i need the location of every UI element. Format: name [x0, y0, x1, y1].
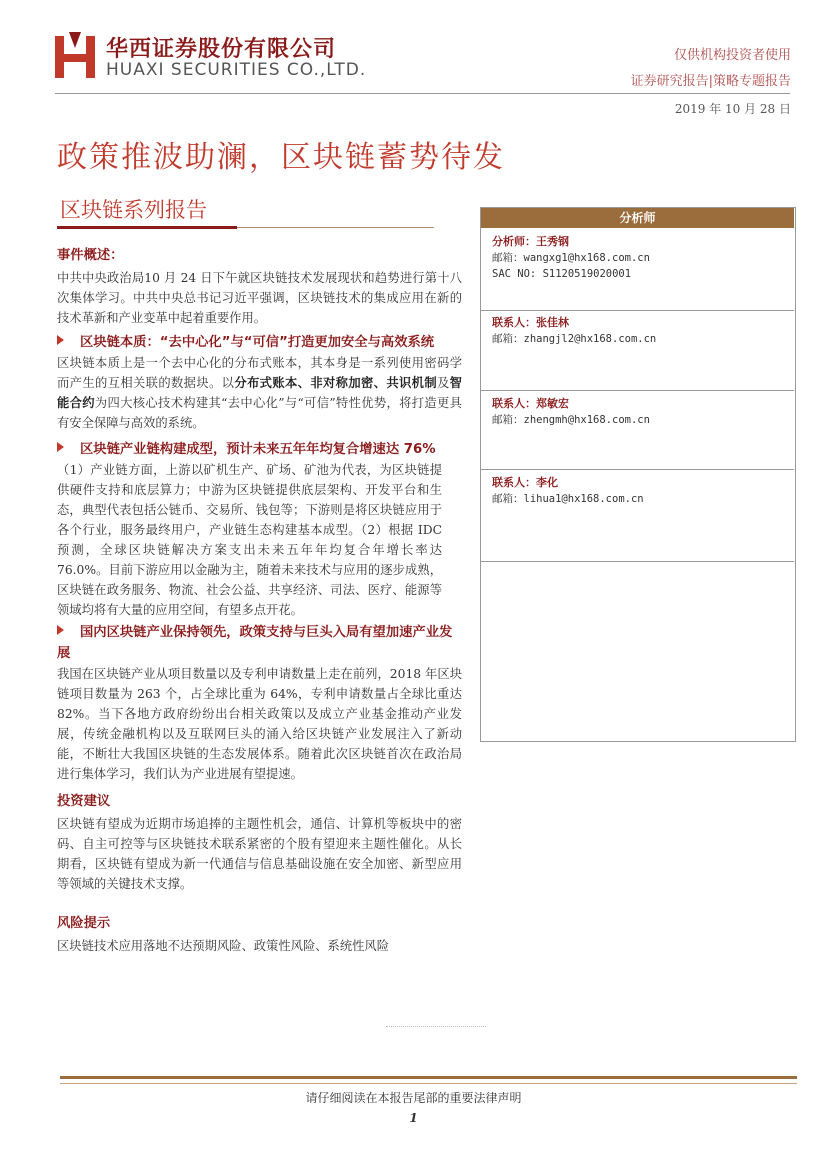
investment-text: 区块链有望成为近期市场追捧的主题性机会，通信、计算机等板块中的密码、自主可控等与区块链技术联系紧密的个股有望迎来主题性催化。从长期看，区块链有望成为新一代通信与信息基础设施在安全加密、新型应用等领域的关键技术支撑。: [57, 817, 462, 891]
dotted-divider: [386, 1026, 486, 1027]
footer-divider: [60, 1076, 797, 1079]
analyst-divider: [481, 310, 794, 311]
bullet-heading: [57, 332, 462, 353]
contact-email[interactable]: 邮箱：lihua1@hx168.com.cn: [492, 493, 644, 505]
essence-text-part: 及: [436, 376, 450, 390]
page-number: 1: [409, 1111, 418, 1125]
series-underline-thin: [237, 227, 434, 228]
header-divider: [55, 93, 790, 94]
series-underline: [57, 226, 237, 229]
legal-notice: 请仔细阅读在本报告尾部的重要法律声明: [305, 1091, 522, 1105]
bullet-heading-text: 区块链产业链构建成型，预计未来五年年均复合增速达 76%: [80, 442, 436, 457]
bullet-heading-text: 区块链本质：“去中心化”与“可信”打造更加安全与高效系统: [80, 335, 435, 350]
report-type: 证券研究报告|策略专题报告: [630, 74, 791, 89]
analyst-name: 分析师：王秀钢: [492, 235, 569, 248]
analyst-box-header: 分析师: [481, 208, 794, 228]
analyst-divider: [481, 469, 794, 470]
essence-text-part: 区块链本质上是一个去中心化的分布式账本，其本身是一系列使用密码学而产生的互相关联的数据块。以: [57, 356, 462, 390]
risk-heading: 风险提示: [57, 916, 111, 931]
overview-heading: 事件概述：: [57, 248, 124, 263]
contact-entry: [492, 396, 650, 428]
essence-text: [57, 353, 462, 433]
analyst-email[interactable]: 邮箱：wangxg1@hx168.com.cn: [492, 252, 650, 264]
summary-column: [57, 244, 462, 956]
triangle-bullet-icon: [57, 442, 64, 452]
triangle-bullet-icon: [57, 625, 64, 635]
company-name-en: HUAXI SECURITIES CO.,LTD.: [106, 60, 367, 80]
contact-name: 联系人：郑敏宏: [492, 397, 569, 410]
report-title: 政策推波助澜，区块链蓄势待发: [57, 140, 505, 175]
bullet-heading-text: 国内区块链产业保持领先，政策支持与巨头入局有望加速产业发展: [57, 625, 453, 661]
triangle-bullet-icon: [57, 335, 64, 345]
overview-text: 中共中央政治局10 月 24 日下午就区块链技术发展现状和趋势进行第十八次集体学习。中共中央总书记习近平强调，区块链技术的集成应用在新的技术革新和产业变革中起着重要作用。: [57, 271, 462, 325]
report-date: 2019 年 10 月 28 日: [674, 102, 791, 116]
contact-email[interactable]: 邮箱：zhangjl2@hx168.com.cn: [492, 333, 657, 345]
bullet-heading: [57, 439, 462, 460]
essence-strong-part: 分布式账本、非对称加密、共识机制: [234, 375, 437, 390]
analyst-divider: [481, 390, 794, 391]
contact-name: 联系人：李化: [492, 476, 558, 489]
bullet-heading: [57, 622, 462, 664]
contact-entry: [492, 475, 644, 507]
analyst-sac-number: SAC NO: S1120519020001: [492, 268, 632, 280]
series-title: 区块链系列报告: [60, 198, 207, 222]
industry-chain-text: （1）产业链方面，上游以矿机生产、矿场、矿池为代表，为区块链提供硬件支持和底层算力；中游为区块链提供底层架构、开发平台和生态，典型代表包括公链币、交易所、钱包等；下游则是将区块链应用于各个行业，服务最终用户，产业链生态构建基本成型。（2）根据 IDC 预测，全球区块链解决方案支出未来五年年均复合年增长率达 76.0%。目前下游应用以金融为主，随着未来技术与应用的逐步成熟，区块链在政务服务、物流、社会公益、共享经济、司法、医疗、能源等领域均将有大量的应用空间，有望多点开花。: [57, 463, 442, 617]
company-name-cn: 华西证券股份有限公司: [106, 37, 337, 62]
contact-email[interactable]: 邮箱：zhengmh@hx168.com.cn: [492, 414, 650, 426]
essence-text-part: 为四大核心技术构建其“去中心化”与“可信”特性优势，将打造更具有安全保障与高效的系统。: [57, 396, 462, 430]
risk-text: 区块链技术应用落地不达预期风险、政策性风险、系统性风险: [57, 939, 390, 953]
essence-strong-part: 智能合约: [57, 375, 462, 410]
domestic-industry-text: 我国在区块链产业从项目数量以及专利申请数量上走在前列，2018 年区块链项目数量为 263 个，占全球比重为 64%，专利申请数量占全球比重达 82%。当下各地方政府纷纷出台相关政策以及成立产业基金推动产业发展，传统金融机构以及互联网巨头的涌入给区块链产业发展注入了新动能，不断壮大我国区块链的生态发展体系。随着此次区块链首次在政治局进行集体学习，我们认为产业进展有望提速。: [57, 667, 462, 781]
footer-divider-thin: [60, 1083, 797, 1084]
investment-heading: 投资建议: [57, 794, 111, 809]
analyst-divider: [481, 561, 794, 562]
huaxi-logo-icon: [55, 32, 95, 78]
contact-entry: [492, 315, 656, 347]
analyst-entry: [492, 234, 650, 282]
audience-note: 仅供机构投资者使用: [673, 48, 791, 63]
contact-name: 联系人：张佳林: [492, 316, 569, 329]
